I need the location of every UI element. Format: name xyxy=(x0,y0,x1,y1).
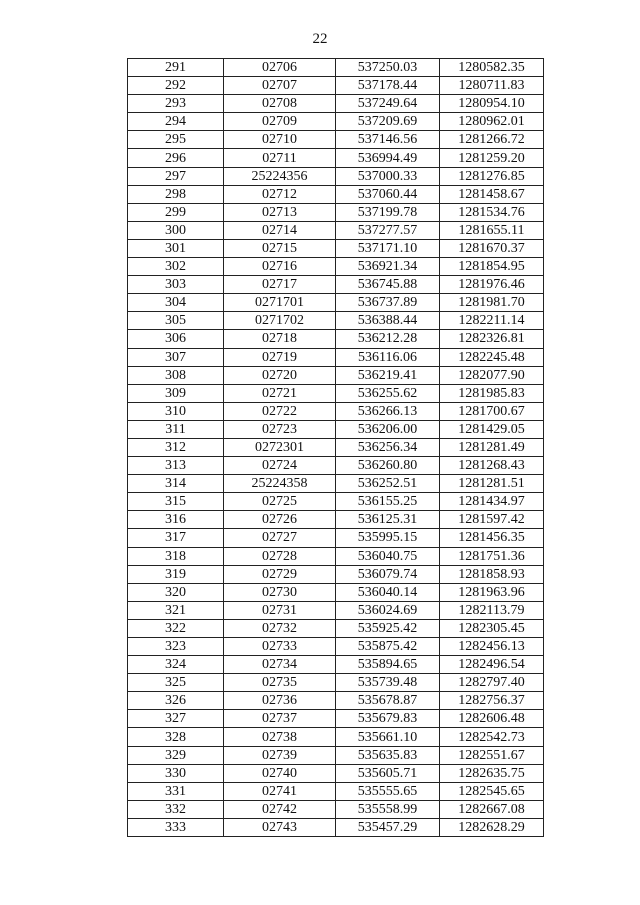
point-id-cell: 02733 xyxy=(224,638,336,656)
x-coordinate-cell: 536737.89 xyxy=(336,294,440,312)
y-coordinate-cell: 1282551.67 xyxy=(440,746,544,764)
table-row xyxy=(128,529,544,547)
point-id-cell: 02721 xyxy=(224,384,336,402)
row-number-cell: 305 xyxy=(128,312,224,330)
point-id-cell: 25224358 xyxy=(224,475,336,493)
y-coordinate-cell: 1281281.49 xyxy=(440,438,544,456)
point-id-cell: 02729 xyxy=(224,565,336,583)
table-row xyxy=(128,348,544,366)
x-coordinate-cell: 535739.48 xyxy=(336,674,440,692)
y-coordinate-cell: 1282077.90 xyxy=(440,366,544,384)
page-number: 22 xyxy=(312,31,328,47)
x-coordinate-cell: 536256.34 xyxy=(336,438,440,456)
x-coordinate-cell: 535875.42 xyxy=(336,638,440,656)
x-coordinate-cell: 537146.56 xyxy=(336,131,440,149)
y-coordinate-cell: 1282113.79 xyxy=(440,601,544,619)
y-coordinate-cell: 1281534.76 xyxy=(440,203,544,221)
point-id-cell: 02712 xyxy=(224,185,336,203)
table-row xyxy=(128,258,544,276)
point-id-cell: 02738 xyxy=(224,728,336,746)
point-id-cell: 02735 xyxy=(224,674,336,692)
point-id-cell: 02708 xyxy=(224,95,336,113)
table-row xyxy=(128,366,544,384)
y-coordinate-cell: 1281670.37 xyxy=(440,239,544,257)
row-number-cell: 331 xyxy=(128,782,224,800)
row-number-cell: 321 xyxy=(128,601,224,619)
table-row xyxy=(128,764,544,782)
x-coordinate-cell: 536116.06 xyxy=(336,348,440,366)
table-row xyxy=(128,312,544,330)
y-coordinate-cell: 1282245.48 xyxy=(440,348,544,366)
point-id-cell: 02710 xyxy=(224,131,336,149)
point-id-cell: 02734 xyxy=(224,656,336,674)
y-coordinate-cell: 1282667.08 xyxy=(440,800,544,818)
x-coordinate-cell: 535925.42 xyxy=(336,619,440,637)
table-row xyxy=(128,800,544,818)
x-coordinate-cell: 536079.74 xyxy=(336,565,440,583)
y-coordinate-cell: 1281429.05 xyxy=(440,420,544,438)
y-coordinate-cell: 1282211.14 xyxy=(440,312,544,330)
table-row xyxy=(128,638,544,656)
row-number-cell: 316 xyxy=(128,511,224,529)
table-row xyxy=(128,710,544,728)
point-id-cell: 02743 xyxy=(224,818,336,836)
x-coordinate-cell: 536212.28 xyxy=(336,330,440,348)
y-coordinate-cell: 1281281.51 xyxy=(440,475,544,493)
point-id-cell: 25224356 xyxy=(224,167,336,185)
y-coordinate-cell: 1281981.70 xyxy=(440,294,544,312)
point-id-cell: 02730 xyxy=(224,583,336,601)
point-id-cell: 02714 xyxy=(224,221,336,239)
row-number-cell: 325 xyxy=(128,674,224,692)
y-coordinate-cell: 1282326.81 xyxy=(440,330,544,348)
row-number-cell: 320 xyxy=(128,583,224,601)
row-number-cell: 318 xyxy=(128,547,224,565)
point-id-cell: 02736 xyxy=(224,692,336,710)
x-coordinate-cell: 536745.88 xyxy=(336,276,440,294)
row-number-cell: 291 xyxy=(128,59,224,77)
y-coordinate-cell: 1281751.36 xyxy=(440,547,544,565)
x-coordinate-cell: 536155.25 xyxy=(336,493,440,511)
row-number-cell: 311 xyxy=(128,420,224,438)
x-coordinate-cell: 536125.31 xyxy=(336,511,440,529)
table-row xyxy=(128,438,544,456)
x-coordinate-cell: 535894.65 xyxy=(336,656,440,674)
table-row xyxy=(128,475,544,493)
point-id-cell: 0272301 xyxy=(224,438,336,456)
y-coordinate-cell: 1280582.35 xyxy=(440,59,544,77)
x-coordinate-cell: 535558.99 xyxy=(336,800,440,818)
row-number-cell: 323 xyxy=(128,638,224,656)
row-number-cell: 329 xyxy=(128,746,224,764)
x-coordinate-cell: 535661.10 xyxy=(336,728,440,746)
point-id-cell: 02742 xyxy=(224,800,336,818)
x-coordinate-cell: 536219.41 xyxy=(336,366,440,384)
row-number-cell: 297 xyxy=(128,167,224,185)
row-number-cell: 299 xyxy=(128,203,224,221)
x-coordinate-cell: 535679.83 xyxy=(336,710,440,728)
y-coordinate-cell: 1282305.45 xyxy=(440,619,544,637)
table-row xyxy=(128,294,544,312)
table-row xyxy=(128,149,544,167)
coordinates-table xyxy=(127,58,544,837)
table-row xyxy=(128,113,544,131)
table-row xyxy=(128,167,544,185)
row-number-cell: 303 xyxy=(128,276,224,294)
y-coordinate-cell: 1282628.29 xyxy=(440,818,544,836)
table-row xyxy=(128,619,544,637)
x-coordinate-cell: 536040.14 xyxy=(336,583,440,601)
table-row xyxy=(128,818,544,836)
row-number-cell: 296 xyxy=(128,149,224,167)
point-id-cell: 02732 xyxy=(224,619,336,637)
point-id-cell: 02727 xyxy=(224,529,336,547)
point-id-cell: 02715 xyxy=(224,239,336,257)
row-number-cell: 310 xyxy=(128,402,224,420)
row-number-cell: 294 xyxy=(128,113,224,131)
table-row xyxy=(128,131,544,149)
table-row xyxy=(128,185,544,203)
table-row xyxy=(128,221,544,239)
row-number-cell: 307 xyxy=(128,348,224,366)
point-id-cell: 02713 xyxy=(224,203,336,221)
y-coordinate-cell: 1282542.73 xyxy=(440,728,544,746)
x-coordinate-cell: 535635.83 xyxy=(336,746,440,764)
x-coordinate-cell: 537249.64 xyxy=(336,95,440,113)
y-coordinate-cell: 1281854.95 xyxy=(440,258,544,276)
y-coordinate-cell: 1282797.40 xyxy=(440,674,544,692)
row-number-cell: 317 xyxy=(128,529,224,547)
row-number-cell: 324 xyxy=(128,656,224,674)
point-id-cell: 02717 xyxy=(224,276,336,294)
point-id-cell: 0271701 xyxy=(224,294,336,312)
row-number-cell: 333 xyxy=(128,818,224,836)
point-id-cell: 02725 xyxy=(224,493,336,511)
row-number-cell: 332 xyxy=(128,800,224,818)
x-coordinate-cell: 535995.15 xyxy=(336,529,440,547)
x-coordinate-cell: 536252.51 xyxy=(336,475,440,493)
point-id-cell: 02731 xyxy=(224,601,336,619)
table-row xyxy=(128,656,544,674)
x-coordinate-cell: 537060.44 xyxy=(336,185,440,203)
x-coordinate-cell: 535678.87 xyxy=(336,692,440,710)
y-coordinate-cell: 1281963.96 xyxy=(440,583,544,601)
x-coordinate-cell: 537171.10 xyxy=(336,239,440,257)
row-number-cell: 319 xyxy=(128,565,224,583)
point-id-cell: 02719 xyxy=(224,348,336,366)
y-coordinate-cell: 1281976.46 xyxy=(440,276,544,294)
point-id-cell: 02740 xyxy=(224,764,336,782)
point-id-cell: 02707 xyxy=(224,77,336,95)
table-row xyxy=(128,511,544,529)
point-id-cell: 02741 xyxy=(224,782,336,800)
row-number-cell: 298 xyxy=(128,185,224,203)
x-coordinate-cell: 536260.80 xyxy=(336,457,440,475)
x-coordinate-cell: 537277.57 xyxy=(336,221,440,239)
y-coordinate-cell: 1282496.54 xyxy=(440,656,544,674)
point-id-cell: 02737 xyxy=(224,710,336,728)
table-row xyxy=(128,384,544,402)
y-coordinate-cell: 1281434.97 xyxy=(440,493,544,511)
table-row xyxy=(128,59,544,77)
point-id-cell: 02716 xyxy=(224,258,336,276)
table-row xyxy=(128,565,544,583)
row-number-cell: 301 xyxy=(128,239,224,257)
x-coordinate-cell: 536921.34 xyxy=(336,258,440,276)
row-number-cell: 327 xyxy=(128,710,224,728)
y-coordinate-cell: 1280711.83 xyxy=(440,77,544,95)
x-coordinate-cell: 537000.33 xyxy=(336,167,440,185)
x-coordinate-cell: 536255.62 xyxy=(336,384,440,402)
point-id-cell: 02726 xyxy=(224,511,336,529)
y-coordinate-cell: 1281456.35 xyxy=(440,529,544,547)
y-coordinate-cell: 1281458.67 xyxy=(440,185,544,203)
row-number-cell: 309 xyxy=(128,384,224,402)
table-row xyxy=(128,728,544,746)
x-coordinate-cell: 536388.44 xyxy=(336,312,440,330)
table-row xyxy=(128,746,544,764)
y-coordinate-cell: 1281259.20 xyxy=(440,149,544,167)
y-coordinate-cell: 1282456.13 xyxy=(440,638,544,656)
row-number-cell: 304 xyxy=(128,294,224,312)
x-coordinate-cell: 537199.78 xyxy=(336,203,440,221)
table-row xyxy=(128,402,544,420)
point-id-cell: 02724 xyxy=(224,457,336,475)
table-row xyxy=(128,601,544,619)
row-number-cell: 302 xyxy=(128,258,224,276)
y-coordinate-cell: 1281985.83 xyxy=(440,384,544,402)
y-coordinate-cell: 1282635.75 xyxy=(440,764,544,782)
y-coordinate-cell: 1281858.93 xyxy=(440,565,544,583)
x-coordinate-cell: 537250.03 xyxy=(336,59,440,77)
table-row xyxy=(128,203,544,221)
x-coordinate-cell: 535457.29 xyxy=(336,818,440,836)
point-id-cell: 02718 xyxy=(224,330,336,348)
y-coordinate-cell: 1282545.65 xyxy=(440,782,544,800)
x-coordinate-cell: 537209.69 xyxy=(336,113,440,131)
table-row xyxy=(128,420,544,438)
x-coordinate-cell: 536024.69 xyxy=(336,601,440,619)
y-coordinate-cell: 1281276.85 xyxy=(440,167,544,185)
point-id-cell: 02728 xyxy=(224,547,336,565)
row-number-cell: 326 xyxy=(128,692,224,710)
row-number-cell: 313 xyxy=(128,457,224,475)
x-coordinate-cell: 535605.71 xyxy=(336,764,440,782)
x-coordinate-cell: 537178.44 xyxy=(336,77,440,95)
row-number-cell: 306 xyxy=(128,330,224,348)
row-number-cell: 300 xyxy=(128,221,224,239)
table-row xyxy=(128,457,544,475)
y-coordinate-cell: 1281268.43 xyxy=(440,457,544,475)
coordinates-table-body xyxy=(128,59,544,837)
row-number-cell: 293 xyxy=(128,95,224,113)
row-number-cell: 295 xyxy=(128,131,224,149)
row-number-cell: 292 xyxy=(128,77,224,95)
table-row xyxy=(128,674,544,692)
table-row xyxy=(128,276,544,294)
y-coordinate-cell: 1280954.10 xyxy=(440,95,544,113)
point-id-cell: 02711 xyxy=(224,149,336,167)
point-id-cell: 02706 xyxy=(224,59,336,77)
point-id-cell: 0271702 xyxy=(224,312,336,330)
table-row xyxy=(128,493,544,511)
table-row xyxy=(128,77,544,95)
point-id-cell: 02720 xyxy=(224,366,336,384)
y-coordinate-cell: 1281655.11 xyxy=(440,221,544,239)
y-coordinate-cell: 1280962.01 xyxy=(440,113,544,131)
y-coordinate-cell: 1281700.67 xyxy=(440,402,544,420)
x-coordinate-cell: 536266.13 xyxy=(336,402,440,420)
point-id-cell: 02722 xyxy=(224,402,336,420)
table-row xyxy=(128,95,544,113)
row-number-cell: 314 xyxy=(128,475,224,493)
y-coordinate-cell: 1281266.72 xyxy=(440,131,544,149)
y-coordinate-cell: 1282606.48 xyxy=(440,710,544,728)
point-id-cell: 02709 xyxy=(224,113,336,131)
x-coordinate-cell: 536994.49 xyxy=(336,149,440,167)
table-row xyxy=(128,782,544,800)
row-number-cell: 328 xyxy=(128,728,224,746)
x-coordinate-cell: 535555.65 xyxy=(336,782,440,800)
x-coordinate-cell: 536206.00 xyxy=(336,420,440,438)
table-row xyxy=(128,547,544,565)
point-id-cell: 02723 xyxy=(224,420,336,438)
table-row xyxy=(128,239,544,257)
row-number-cell: 312 xyxy=(128,438,224,456)
table-row xyxy=(128,583,544,601)
x-coordinate-cell: 536040.75 xyxy=(336,547,440,565)
table-row xyxy=(128,692,544,710)
row-number-cell: 315 xyxy=(128,493,224,511)
point-id-cell: 02739 xyxy=(224,746,336,764)
table-row xyxy=(128,330,544,348)
row-number-cell: 330 xyxy=(128,764,224,782)
row-number-cell: 322 xyxy=(128,619,224,637)
y-coordinate-cell: 1281597.42 xyxy=(440,511,544,529)
row-number-cell: 308 xyxy=(128,366,224,384)
y-coordinate-cell: 1282756.37 xyxy=(440,692,544,710)
